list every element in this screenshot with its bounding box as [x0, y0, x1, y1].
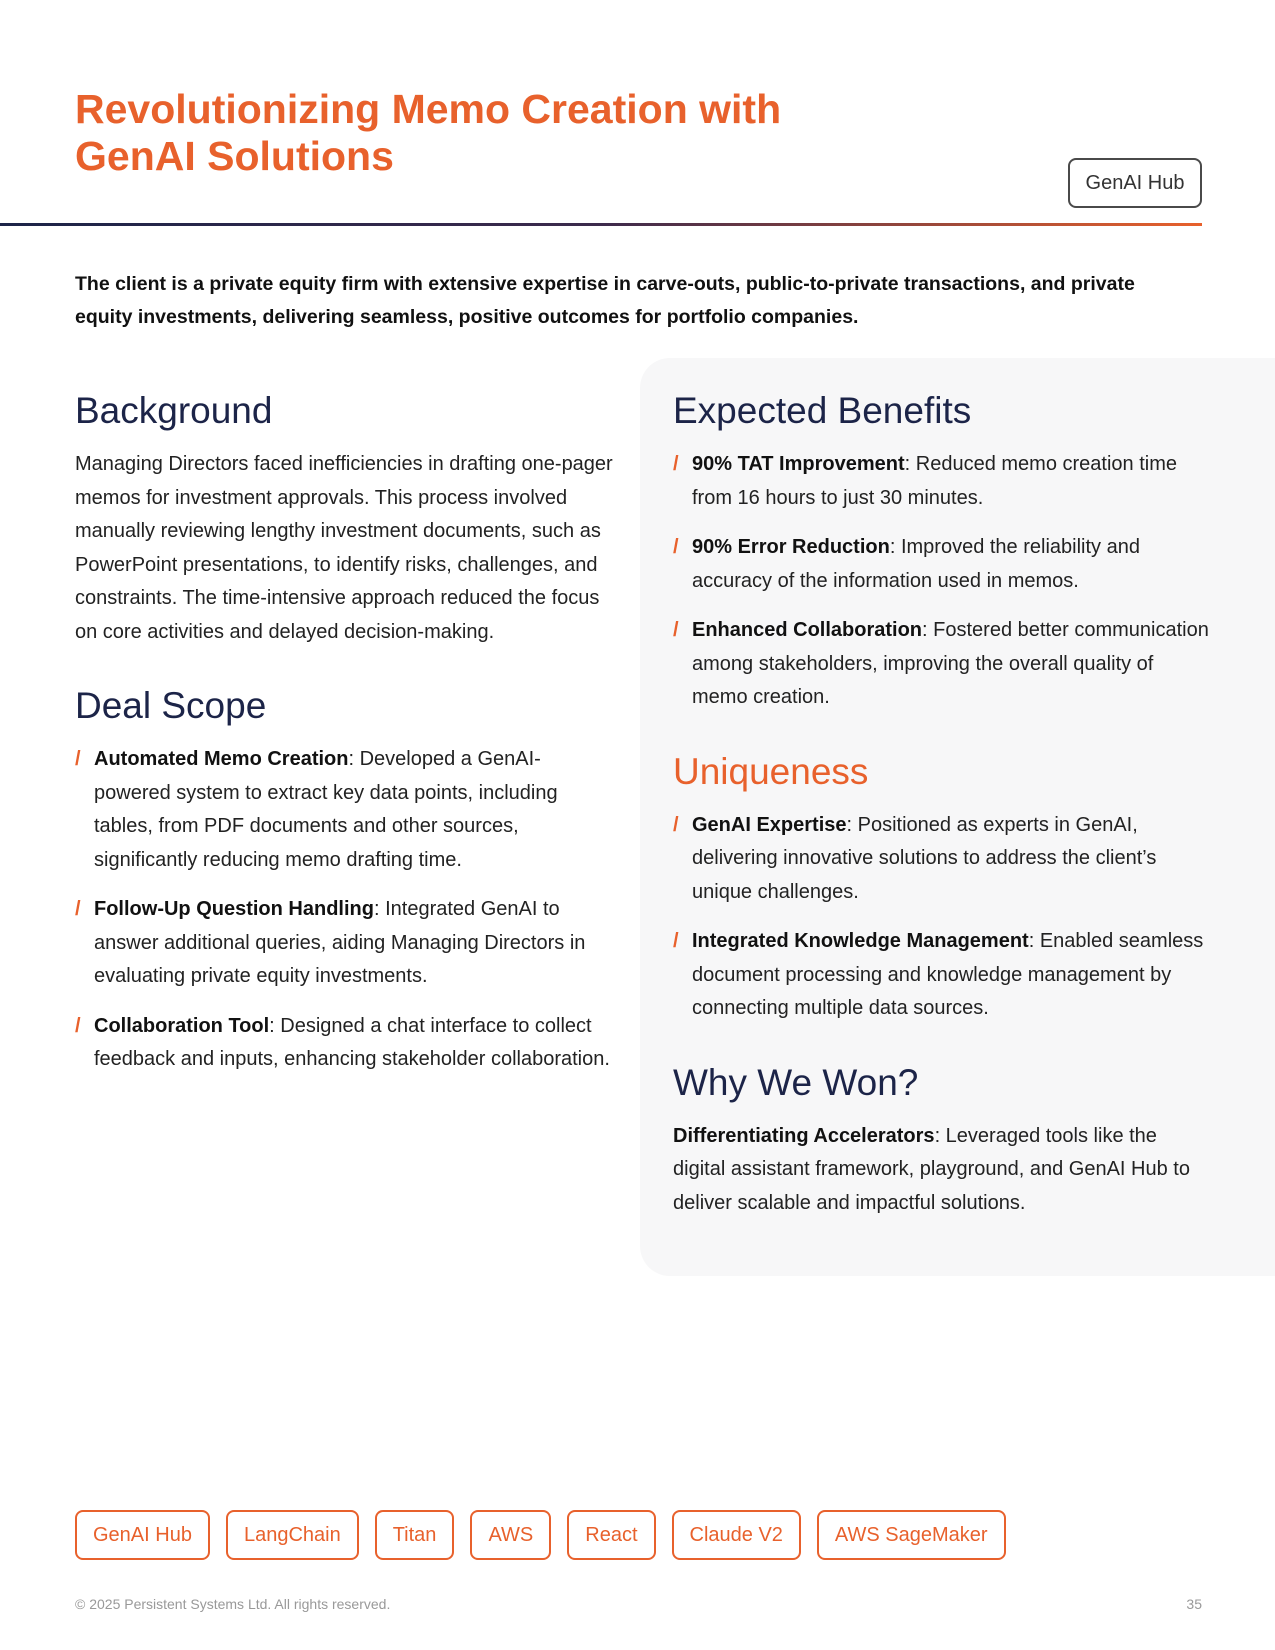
slash-bullet-icon: /	[75, 898, 81, 920]
slash-bullet-icon: /	[673, 536, 679, 558]
item-title: Integrated Knowledge Management	[692, 930, 1029, 952]
item-title: Enhanced Collaboration	[692, 619, 923, 641]
background-text: Managing Directors faced inefficiencies in drafting one-pager memos for investment approvals. This process involved manually reviewing lengthy investment documents, such as PowerPoint presentations, to identify risks, challenges, and constraints. The time-intensive approach reduced the focus on core activities and delayed decision-making.	[75, 453, 613, 643]
tech-chip: AWS	[470, 1510, 551, 1560]
list-item	[75, 893, 615, 994]
tech-chip: GenAI Hub	[75, 1510, 210, 1560]
expected-benefits-list	[673, 448, 1213, 715]
intro-summary: The client is a private equity firm with extensive expertise in carve-outs, public-to-private transactions, and private equity investments, delivering seamless, positive outcomes for portfolio companies.	[75, 273, 1135, 328]
item-text: : Positioned as experts in GenAI, delivering innovative solutions to address the client’s unique challenges.	[692, 813, 1157, 903]
slash-bullet-icon: /	[673, 813, 679, 836]
tech-chip: Titan	[375, 1510, 455, 1560]
background-heading: Background	[75, 390, 273, 431]
item-title: Collaboration Tool	[94, 1014, 270, 1037]
expected-benefits-heading: Expected Benefits	[673, 390, 972, 431]
item-title: Automated Memo Creation	[94, 748, 349, 770]
tech-chip: React	[567, 1510, 655, 1560]
left-column	[75, 388, 615, 1093]
item-title: GenAI Expertise	[692, 813, 847, 836]
list-item	[673, 925, 1213, 1026]
slash-bullet-icon: /	[673, 930, 679, 952]
item-text: : Enabled seamless document processing and knowledge management by connecting multiple data sources.	[692, 930, 1204, 1019]
item-title: 90% Error Reduction	[692, 536, 890, 558]
deal-scope-list	[75, 743, 615, 1077]
why-we-won-heading: Why We Won?	[673, 1061, 919, 1103]
item-text: : Improved the reliability and accuracy of the information used in memos.	[692, 536, 1140, 592]
header-divider	[0, 223, 1202, 226]
list-item	[673, 614, 1213, 715]
list-item	[75, 743, 615, 877]
slash-bullet-icon: /	[75, 748, 81, 770]
item-text: : Developed a GenAI-powered system to extract key data points, including tables, from PDF documents and other sources, significantly reducing memo drafting time.	[94, 748, 558, 871]
item-title: Follow-Up Question Handling	[94, 898, 374, 920]
item-text: : Reduced memo creation time from 16 hours to just 30 minutes.	[692, 453, 1177, 509]
why-we-won-body: : Leveraged tools like the digital assistant framework, playground, and GenAI Hub to deliver scalable and impactful solutions.	[673, 1124, 1190, 1214]
tech-chip: Claude V2	[672, 1510, 801, 1560]
uniqueness-heading: Uniqueness	[673, 750, 869, 792]
list-item	[673, 531, 1213, 598]
tech-chip: AWS SageMaker	[817, 1510, 1006, 1560]
item-text: : Fostered better communication among stakeholders, improving the overall quality of memo creation.	[692, 619, 1209, 708]
slash-bullet-icon: /	[75, 1014, 81, 1037]
tech-stack	[75, 1510, 1006, 1560]
deal-scope-heading: Deal Scope	[75, 685, 267, 726]
slash-bullet-icon: /	[673, 619, 679, 641]
page-number: 35	[1186, 1596, 1202, 1612]
list-item	[673, 809, 1213, 910]
why-we-won-text	[673, 1120, 1213, 1221]
uniqueness-list	[673, 809, 1213, 1026]
item-text: : Integrated GenAI to answer additional queries, aiding Managing Directors in evaluating private equity investments.	[94, 898, 586, 987]
right-column	[673, 388, 1213, 1220]
why-we-won-title: Differentiating Accelerators	[673, 1124, 935, 1147]
item-title: 90% TAT Improvement	[692, 453, 905, 475]
genai-hub-tag: GenAI Hub	[1068, 158, 1202, 208]
list-item	[673, 448, 1213, 515]
list-item	[75, 1010, 615, 1077]
tech-chip: LangChain	[226, 1510, 359, 1560]
item-text: : Designed a chat interface to collect feedback and inputs, enhancing stakeholder collaboration.	[94, 1014, 610, 1070]
page-title: Revolutionizing Memo Creation with GenAI Solutions	[75, 86, 782, 179]
slash-bullet-icon: /	[673, 453, 679, 475]
copyright-text: © 2025 Persistent Systems Ltd. All rights reserved.	[75, 1596, 391, 1612]
